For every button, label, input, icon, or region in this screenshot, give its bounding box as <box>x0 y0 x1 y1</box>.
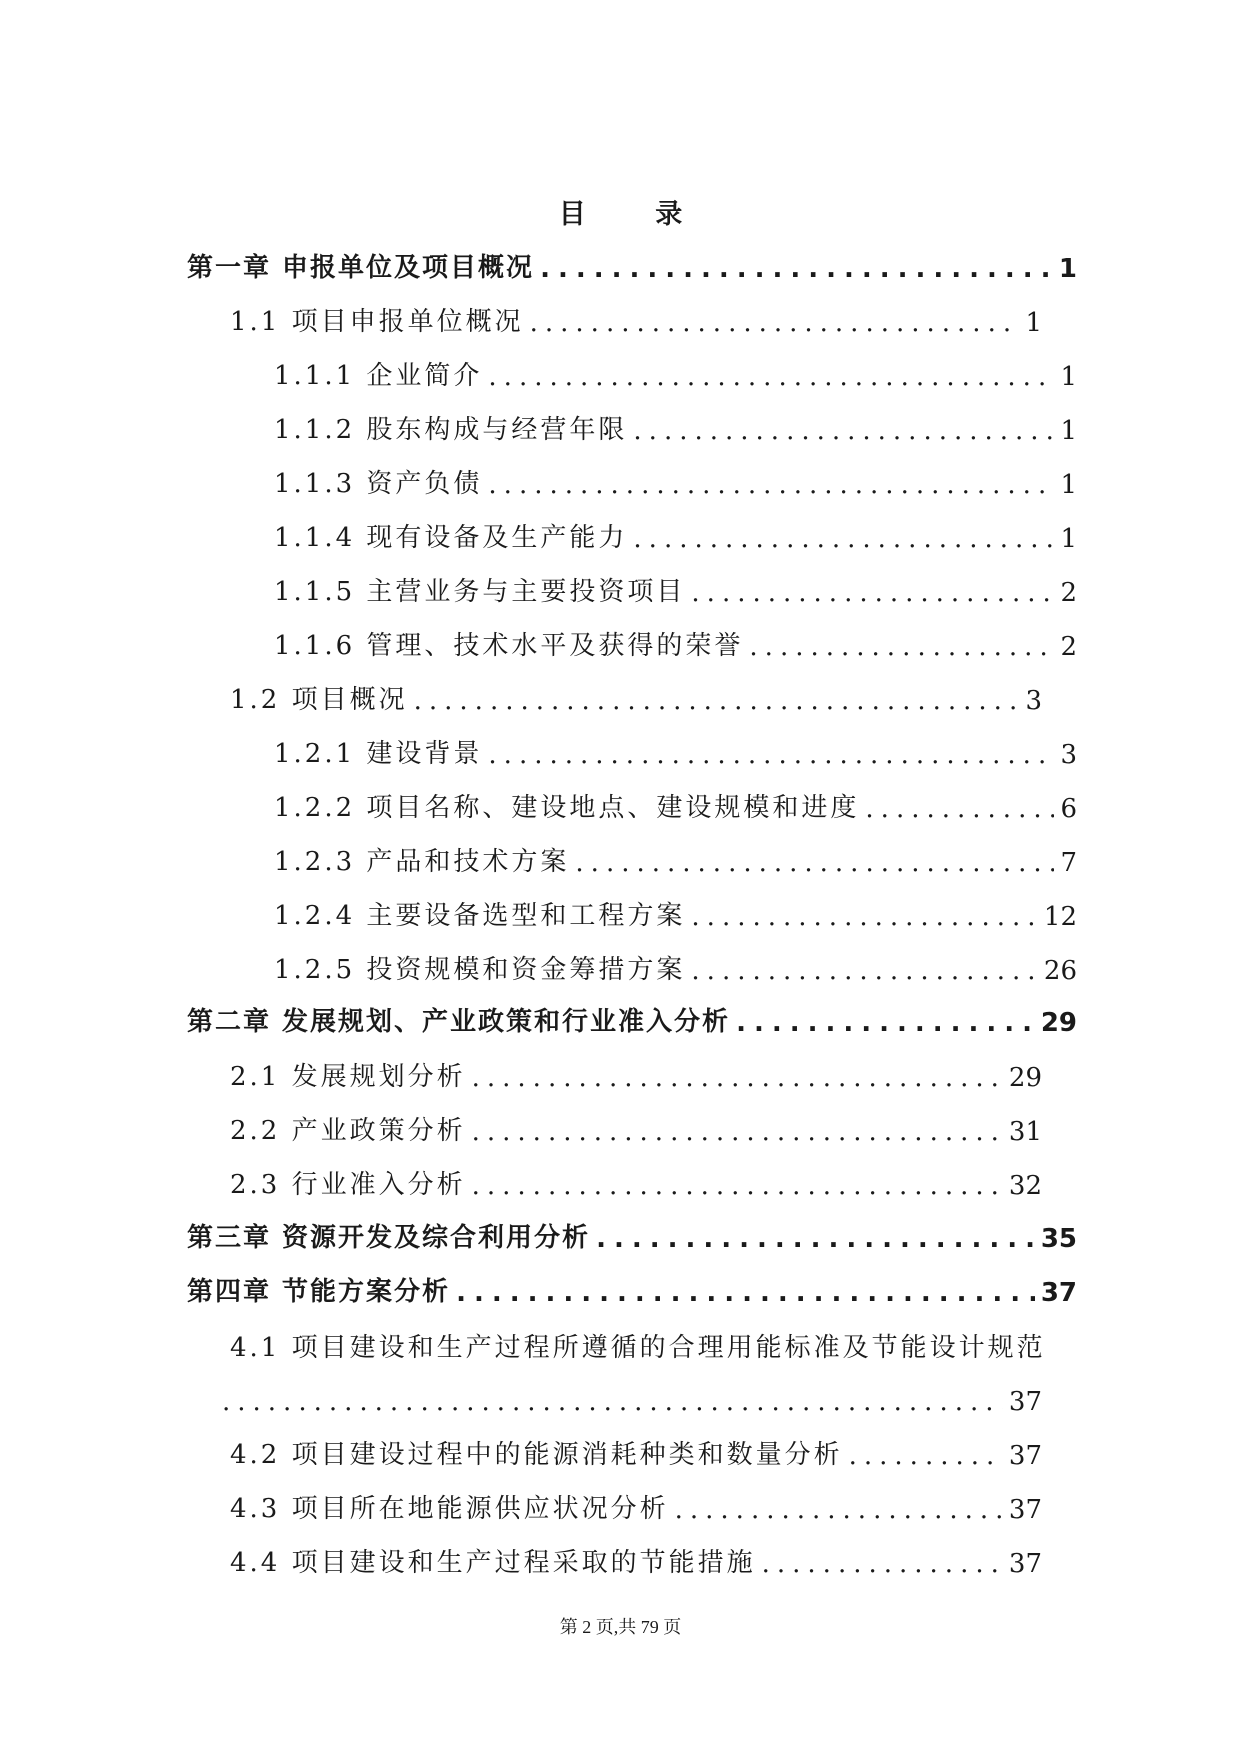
toc-entry-label: 1.1 项目申报单位概况 <box>230 307 524 337</box>
toc-entry-label: 1.1.5 主营业务与主要投资项目 <box>274 577 686 607</box>
toc-entry-page: 1 <box>1060 362 1077 392</box>
toc-entry-label: 1.2.1 建设背景 <box>274 739 483 769</box>
toc-entry-label: 2.3 行业准入分析 <box>230 1170 466 1200</box>
toc-entry-page: 29 <box>1040 1008 1077 1038</box>
toc-entry-page: 37 <box>1008 1549 1042 1579</box>
dot-leader <box>691 902 1037 932</box>
toc-entry-1-1-1[interactable] <box>274 356 1077 392</box>
toc-entry-page: 35 <box>1040 1224 1077 1254</box>
page-footer: 第 2 页,共 79 页 <box>559 1617 682 1637</box>
dot-leader <box>540 254 1053 284</box>
toc-entry-page: 2 <box>1060 632 1077 662</box>
toc-entry-4-1-label[interactable]: 4.1 项目建设和生产过程所遵循的合理用能标准及节能设计规范 <box>230 1333 1046 1363</box>
dot-leader <box>575 848 1054 878</box>
toc-entry-page: 31 <box>1008 1117 1042 1147</box>
toc-entry-label: 1.2.3 产品和技术方案 <box>274 847 570 877</box>
dot-leader <box>472 1063 1003 1093</box>
toc-entry-page: 29 <box>1008 1063 1042 1093</box>
toc-entry-label: 第二章 发展规划、产业政策和行业准入分析 <box>187 1007 731 1037</box>
toc-entry-2-2[interactable] <box>230 1111 1042 1147</box>
dot-leader <box>488 362 1054 392</box>
toc-entry-1-1-6[interactable] <box>274 626 1077 662</box>
toc-entry-page: 37 <box>1008 1387 1042 1417</box>
toc-entry-label: 4.4 项目建设和生产过程采取的节能措施 <box>230 1548 756 1578</box>
toc-entry-label: 2.1 发展规划分析 <box>230 1062 466 1092</box>
toc-entry-4-3[interactable] <box>230 1489 1042 1525</box>
toc-entry-2-3[interactable] <box>230 1165 1042 1201</box>
toc-entry-chapter-1[interactable] <box>187 248 1077 284</box>
toc-entry-label: 1.1.2 股东构成与经营年限 <box>274 415 628 445</box>
toc-entry-4-4[interactable] <box>230 1543 1042 1579</box>
dot-leader <box>596 1224 1035 1254</box>
toc-entry-4-2[interactable] <box>230 1435 1042 1471</box>
dot-leader <box>736 1008 1035 1038</box>
toc-entry-1-1-4[interactable] <box>274 518 1077 554</box>
toc-entry-1-1-5[interactable] <box>274 572 1077 608</box>
toc-entry-label: 4.3 项目所在地能源供应状况分析 <box>230 1494 669 1524</box>
toc-entry-1-1[interactable] <box>230 302 1042 338</box>
toc-entry-1-2-2[interactable] <box>274 788 1077 824</box>
dot-leader <box>849 1441 1003 1471</box>
toc-entry-page: 37 <box>1040 1278 1077 1308</box>
dot-leader <box>472 1171 1003 1201</box>
toc-entry-label: 1.2 项目概况 <box>230 685 408 715</box>
dot-leader <box>865 794 1054 824</box>
toc-entry-label: 第一章 申报单位及项目概况 <box>187 253 535 283</box>
toc-entry-1-2-5[interactable] <box>274 950 1077 986</box>
toc-entry-label: 1.2.5 投资规模和资金筹措方案 <box>274 955 686 985</box>
toc-entry-page: 1 <box>1060 416 1077 446</box>
dot-leader <box>456 1278 1035 1308</box>
toc-entry-chapter-3[interactable] <box>187 1218 1077 1254</box>
toc-entry-page: 1 <box>1060 470 1077 500</box>
toc-entry-page: 7 <box>1060 848 1077 878</box>
toc-entry-page: 1 <box>1058 254 1077 284</box>
toc-entry-page: 3 <box>1025 686 1042 716</box>
toc-entry-1-2-3[interactable] <box>274 842 1077 878</box>
toc-entry-page: 6 <box>1060 794 1077 824</box>
dot-leader <box>675 1495 1003 1525</box>
dot-leader <box>633 416 1054 446</box>
toc-entry-1-1-2[interactable] <box>274 410 1077 446</box>
toc-entry-label: 4.2 项目建设过程中的能源消耗种类和数量分析 <box>230 1440 843 1470</box>
toc-entry-2-1[interactable] <box>230 1057 1042 1093</box>
dot-leader <box>488 740 1054 770</box>
toc-entry-chapter-2[interactable] <box>187 1002 1077 1038</box>
toc-entry-page: 26 <box>1043 956 1077 986</box>
dot-leader <box>222 1387 1003 1417</box>
toc-entry-page: 1 <box>1060 524 1077 554</box>
toc-entry-1-2-4[interactable] <box>274 896 1077 932</box>
toc-entry-page: 32 <box>1008 1171 1042 1201</box>
toc-entry-label: 2.2 产业政策分析 <box>230 1116 466 1146</box>
dot-leader <box>749 632 1054 662</box>
toc-entry-chapter-4[interactable] <box>187 1272 1077 1308</box>
toc-entry-label: 1.1.3 资产负债 <box>274 469 483 499</box>
toc-entry-page: 3 <box>1060 740 1077 770</box>
toc-entry-1-2-1[interactable] <box>274 734 1077 770</box>
toc-entry-1-2[interactable] <box>230 680 1042 716</box>
toc-entry-label: 第四章 节能方案分析 <box>187 1277 451 1307</box>
dot-leader <box>488 470 1054 500</box>
toc-entry-page: 37 <box>1008 1495 1042 1525</box>
toc-entry-label: 1.1.1 企业简介 <box>274 361 483 391</box>
dot-leader <box>633 524 1054 554</box>
toc-entry-label: 1.2.4 主要设备选型和工程方案 <box>274 901 686 931</box>
toc-entry-4-1[interactable] <box>222 1381 1042 1417</box>
toc-entry-label: 1.1.4 现有设备及生产能力 <box>274 523 628 553</box>
toc-entry-page: 37 <box>1008 1441 1042 1471</box>
toc-entry-1-1-3[interactable] <box>274 464 1077 500</box>
toc-entry-label: 1.1.6 管理、技术水平及获得的荣誉 <box>274 631 744 661</box>
dot-leader <box>414 686 1020 716</box>
dot-leader <box>472 1117 1003 1147</box>
toc-entry-page: 12 <box>1043 902 1077 932</box>
dot-leader <box>762 1549 1003 1579</box>
toc-title: 目 录 <box>558 199 713 230</box>
toc-entry-label: 1.2.2 项目名称、建设地点、建设规模和进度 <box>274 793 860 823</box>
dot-leader <box>530 308 1020 338</box>
toc-entry-page: 2 <box>1060 578 1077 608</box>
dot-leader <box>691 956 1037 986</box>
dot-leader <box>691 578 1054 608</box>
toc-entry-label: 第三章 资源开发及综合利用分析 <box>187 1223 591 1253</box>
toc-entry-page: 1 <box>1025 308 1042 338</box>
